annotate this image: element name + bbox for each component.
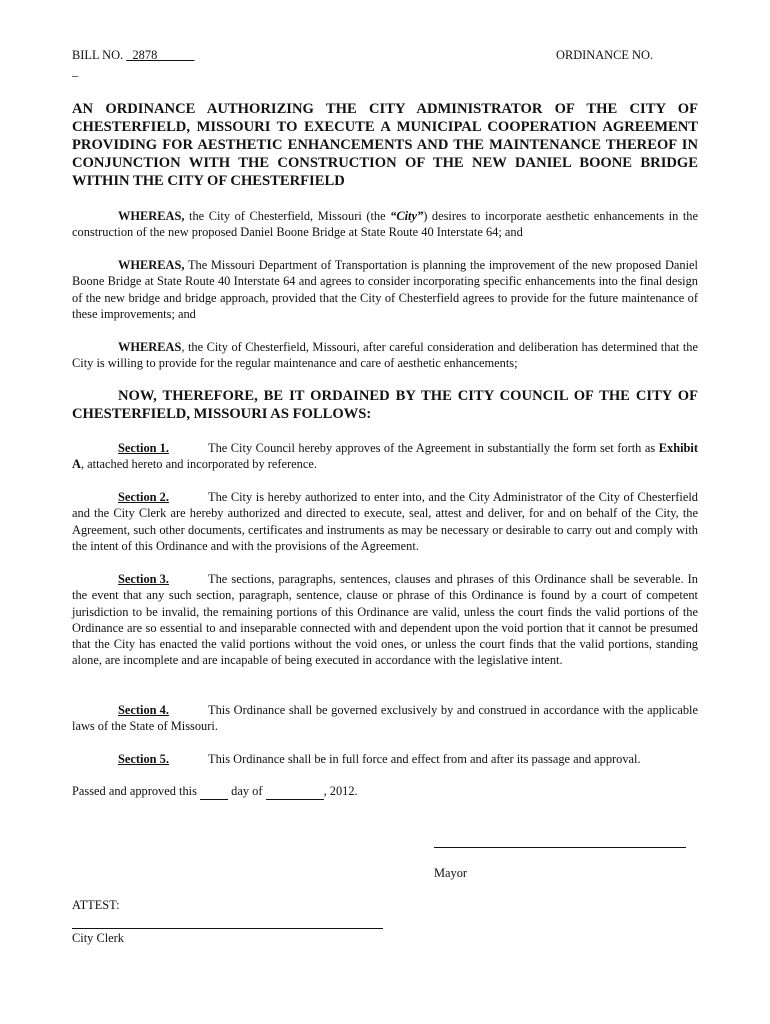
whereas-paragraph-1: WHEREAS, the City of Chesterfield, Missouri (the “City”) desires to incorporate aesthetic enhancements in the construction of the new proposed Daniel Boone Bridge at State Route 40 Interstate 64; and: [72, 209, 699, 240]
whereas-lead: WHEREAS,: [118, 258, 185, 272]
month-blank: [266, 783, 324, 800]
ordinance-title: AN ORDINANCE AUTHORIZING THE CITY ADMINISTRATOR OF THE CITY OF CHESTERFIELD, MISSOURI TO EXECUTE A MUNICIPAL COOPERATION AGREEMENT PROVIDING FOR AESTHETIC ENHANCEMENTS AND THE MAINTENANCE THEREOF IN CONJUNCTION WITH THE CONSTRUCTION OF THE NEW DANIEL BOONE BRIDGE WITHIN THE CITY OF CHESTERFIELD: [72, 101, 698, 189]
ordained-clause: NOW, THEREFORE, BE IT ORDAINED BY THE CITY COUNCIL OF THE CITY OF CHESTERFIELD, MISSOURI AS FOLLOWS:: [72, 388, 698, 422]
whereas-paragraph-3: WHEREAS, the City of Chesterfield, Missouri, after careful consideration and deliberation has determined that the City is willing to provide for the regular maintenance and care of aesthetic enhancements;: [72, 340, 698, 371]
section-4: Section 4. This Ordinance shall be governed exclusively by and construed in accordance with the applicable laws of the State of Missouri.: [72, 703, 698, 734]
ordinance-number-label: ORDINANCE NO.: [556, 48, 654, 62]
section-label: Section 1.: [118, 441, 169, 455]
day-blank: [200, 783, 228, 800]
clerk-signature-line: [72, 928, 383, 929]
section-3: Section 3. The sections, paragraphs, sentences, clauses and phrases of this Ordinance shall be severable. In the event that any such section, paragraph, sentence, clause or phrase of this Ordinance is found by a court of competent jurisdiction to be invalid, the remaining portions of this Ordinance are valid, unless the court finds the valid portions of the Ordinance are so essential to and inseparable connected with and dependent upon the void portion that it cannot be presumed that the City has enacted the valid portions without the void ones, or unless the court finds that the valid portions, standing alone, are incomplete and are incapable of being executed in accordance with the legislative intent.: [72, 572, 698, 668]
section-label: Section 3.: [118, 572, 169, 586]
mayor-label: Mayor: [434, 866, 468, 880]
section-label: Section 2.: [118, 490, 169, 504]
section-2: Section 2. The City is hereby authorized to enter into, and the City Administrator of the City of Chesterfield and the City Clerk are hereby authorized and directed to execute, seal, attest and deliver, for and on behalf of the City, the Agreement, such other documents, certificates and instruments as may be necessary or desirable to carry out and comply with the intent of this Ordinance and with the provisions of the Agreement.: [72, 490, 698, 553]
bill-label: BILL NO.: [72, 48, 124, 62]
section-label: Section 5.: [118, 752, 169, 766]
mayor-signature-line: [434, 847, 686, 848]
whereas-lead: WHEREAS: [118, 340, 182, 354]
bill-number-line: [72, 47, 194, 63]
section-label: Section 4.: [118, 703, 169, 717]
section-1: Section 1. The City Council hereby approves of the Agreement in substantially the form set forth as Exhibit A, attached hereto and incorporated by reference.: [72, 441, 698, 472]
section-5: Section 5. This Ordinance shall be in full force and effect from and after its passage and approval.: [118, 752, 641, 766]
bill-dash: _: [72, 64, 79, 78]
passed-approved-line: Passed and approved this day of , 2012.: [72, 783, 358, 800]
whereas-lead: WHEREAS,: [118, 209, 185, 223]
attest-label: ATTEST:: [72, 898, 120, 912]
bill-number: 2878: [132, 48, 158, 62]
whereas-paragraph-2: WHEREAS, The Missouri Department of Transportation is planning the improvement of the new proposed Daniel Boone Bridge at State Route 40 Interstate 64 and agrees to consider incorporating specific enhancements into the final design of the new bridge and bridge approach, provided that the City of Chesterfield agrees to provide for the future maintenance of these improvements; and: [72, 258, 698, 321]
city-defined-term: “City”: [390, 209, 424, 223]
exhibit-reference: Exhibit A: [72, 441, 698, 472]
city-clerk-label: City Clerk: [72, 931, 124, 945]
